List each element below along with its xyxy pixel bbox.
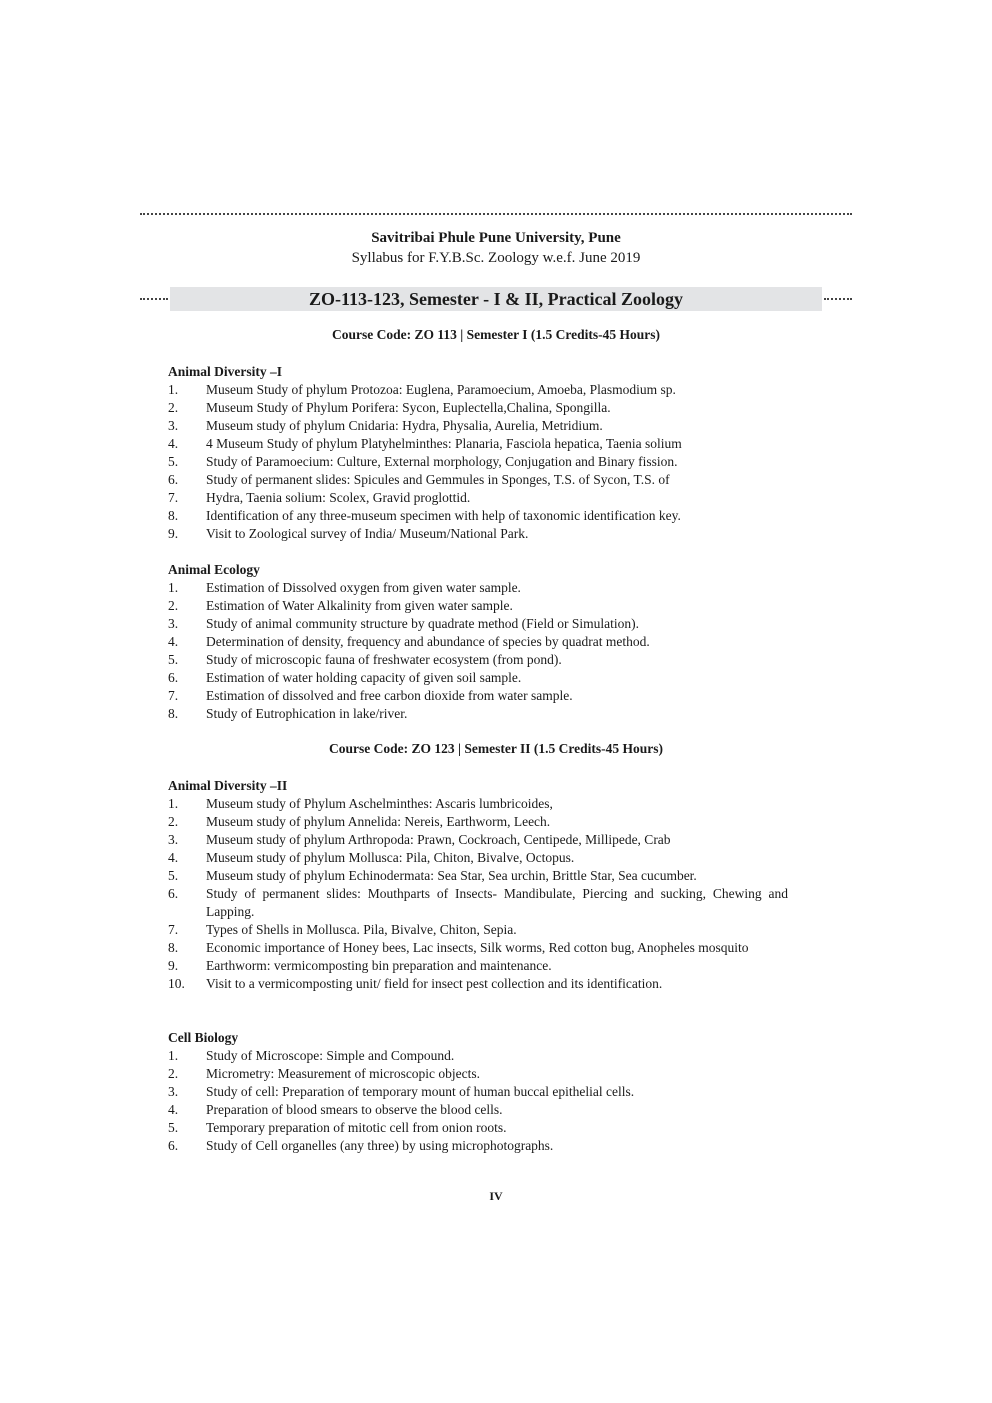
list-item-text: Temporary preparation of mitotic cell from onion roots. — [206, 1120, 507, 1135]
syllabus-line: Syllabus for F.Y.B.Sc. Zoology w.e.f. June 2019 — [351, 250, 641, 266]
list-item — [168, 1119, 788, 1137]
list-item — [168, 615, 788, 633]
list-item-text: Visit to a vermicomposting unit/ field for insect pest collection and its identification. — [206, 976, 663, 991]
list-item-text: Museum study of Phylum Aschelminthes: Ascaris lumbricoides, — [206, 796, 553, 811]
list-item — [168, 921, 788, 939]
list-item-number: 6. — [168, 670, 179, 685]
list-item — [168, 1047, 788, 1065]
list-item — [168, 651, 788, 669]
list-item-text: Earthworm: vermicomposting bin preparation and maintenance. — [206, 958, 552, 973]
list-item-number: 1. — [168, 382, 179, 397]
list-item-text: Micrometry: Measurement of microscopic objects. — [206, 1066, 481, 1081]
list-item — [168, 471, 788, 489]
list-item-number: 2. — [168, 1066, 179, 1081]
list-item-number: 5. — [168, 652, 179, 667]
section-list — [168, 579, 788, 723]
list-item-text: Study of Cell organelles (any three) by using microphotographs. — [206, 1138, 554, 1153]
list-item-text: Museum Study of Phylum Porifera: Sycon, Euplectella,Chalina, Spongilla. — [206, 400, 611, 415]
section-list — [168, 381, 788, 543]
list-item — [168, 885, 788, 921]
list-item — [168, 1065, 788, 1083]
list-item-number: 6. — [168, 1138, 179, 1153]
list-item-text: Preparation of blood smears to observe the blood cells. — [206, 1102, 503, 1117]
list-item-number: 2. — [168, 814, 179, 829]
list-item-number: 4. — [168, 634, 179, 649]
list-item-number: 2. — [168, 400, 179, 415]
list-item-number: 4. — [168, 436, 179, 451]
list-item-number: 1. — [168, 1048, 179, 1063]
list-item — [168, 939, 788, 957]
list-item-text: Study of permanent slides: Mouthparts of Insects- Mandibulate, Piercing and sucking, Chewing and Lapping. — [206, 886, 788, 919]
section-heading: Animal Diversity –I — [168, 364, 282, 379]
list-item — [168, 633, 788, 651]
list-item-text: Museum study of phylum Annelida: Nereis, Earthworm, Leech. — [206, 814, 551, 829]
list-item — [168, 849, 788, 867]
list-item — [168, 453, 788, 471]
list-item-number: 6. — [168, 886, 179, 901]
page-number: IV — [489, 1189, 503, 1203]
top-dotted-rule — [140, 213, 852, 215]
list-item-text: Visit to Zoological survey of India/ Museum/National Park. — [206, 526, 529, 541]
list-item-number: 5. — [168, 1120, 179, 1135]
list-item — [168, 867, 788, 885]
list-item-text: Museum study of phylum Cnidaria: Hydra, Physalia, Aurelia, Metridium. — [206, 418, 603, 433]
list-item-number: 4. — [168, 1102, 179, 1117]
page-title: ZO-113-123, Semester - I & II, Practical Zoology — [170, 287, 822, 311]
list-item — [168, 381, 788, 399]
list-item — [168, 597, 788, 615]
list-item-number: 8. — [168, 508, 179, 523]
list-item-number: 1. — [168, 796, 179, 811]
list-item — [168, 831, 788, 849]
list-item — [168, 489, 788, 507]
university-name: Savitribai Phule Pune University, Pune — [371, 230, 621, 246]
list-item-number: 8. — [168, 706, 179, 721]
section-list — [168, 1047, 788, 1155]
list-item-text: Study of microscopic fauna of freshwater ecosystem (from pond). — [206, 652, 562, 667]
list-item — [168, 813, 788, 831]
title-row — [140, 287, 852, 311]
list-item-text: Study of Microscope: Simple and Compound. — [206, 1048, 455, 1063]
list-item — [168, 1083, 788, 1101]
list-item-number: 6. — [168, 472, 179, 487]
list-item — [168, 1137, 788, 1155]
section-heading: Animal Diversity –II — [168, 778, 288, 793]
list-item-text: 4 Museum Study of phylum Platyhelminthes: Planaria, Fasciola hepatica, Taenia solium — [206, 436, 682, 451]
section-animal-diversity-1 — [168, 363, 788, 543]
title-dots-right — [824, 298, 852, 300]
list-item-text: Museum Study of phylum Protozoa: Euglena, Paramoecium, Amoeba, Plasmodium sp. — [206, 382, 676, 397]
list-item-text: Estimation of Water Alkalinity from given water sample. — [206, 598, 513, 613]
list-item-number: 2. — [168, 598, 179, 613]
list-item-text: Study of animal community structure by quadrate method (Field or Simulation). — [206, 616, 640, 631]
list-item-text: Study of Eutrophication in lake/river. — [206, 706, 408, 721]
list-item-number: 9. — [168, 526, 179, 541]
list-item-text: Museum study of phylum Arthropoda: Prawn, Cockroach, Centipede, Millipede, Crab — [206, 832, 671, 847]
list-item-number: 10. — [168, 976, 185, 991]
list-item — [168, 669, 788, 687]
list-item — [168, 417, 788, 435]
list-item — [168, 705, 788, 723]
list-item — [168, 975, 788, 993]
list-item-text: Identification of any three-museum specimen with help of taxonomic identification key. — [206, 508, 681, 523]
list-item-text: Hydra, Taenia solium: Scolex, Gravid proglottid. — [206, 490, 471, 505]
section-cell-biology — [168, 1029, 788, 1155]
list-item — [168, 795, 788, 813]
list-item-text: Determination of density, frequency and abundance of species by quadrat method. — [206, 634, 650, 649]
list-item-number: 7. — [168, 490, 179, 505]
list-item-text: Economic importance of Honey bees, Lac insects, Silk worms, Red cotton bug, Anopheles mosquito — [206, 940, 749, 955]
list-item — [168, 687, 788, 705]
list-item — [168, 957, 788, 975]
list-item-number: 7. — [168, 922, 179, 937]
section-animal-ecology — [168, 561, 788, 723]
list-item — [168, 507, 788, 525]
list-item — [168, 525, 788, 543]
list-item-number: 3. — [168, 832, 179, 847]
list-item-text: Study of cell: Preparation of temporary mount of human buccal epithelial cells. — [206, 1084, 635, 1099]
list-item — [168, 1101, 788, 1119]
section-heading: Cell Biology — [168, 1030, 239, 1045]
list-item — [168, 435, 788, 453]
list-item-number: 7. — [168, 688, 179, 703]
section-animal-diversity-2 — [168, 777, 788, 993]
list-item-text: Estimation of dissolved and free carbon dioxide from water sample. — [206, 688, 573, 703]
list-item-number: 3. — [168, 418, 179, 433]
list-item-number: 5. — [168, 868, 179, 883]
course-code-semester-1: Course Code: ZO 113 | Semester I (1.5 Credits-45 Hours) — [332, 327, 660, 342]
section-heading: Animal Ecology — [168, 562, 260, 577]
list-item-text: Estimation of water holding capacity of given soil sample. — [206, 670, 522, 685]
list-item — [168, 399, 788, 417]
list-item-number: 9. — [168, 958, 179, 973]
list-item-number: 8. — [168, 940, 179, 955]
list-item-text: Museum study of phylum Mollusca: Pila, Chiton, Bivalve, Octopus. — [206, 850, 575, 865]
list-item — [168, 579, 788, 597]
list-item-number: 3. — [168, 1084, 179, 1099]
list-item-number: 5. — [168, 454, 179, 469]
list-item-text: Types of Shells in Mollusca. Pila, Bivalve, Chiton, Sepia. — [206, 922, 517, 937]
section-list — [168, 795, 788, 993]
list-item-number: 3. — [168, 616, 179, 631]
list-item-text: Study of Paramoecium: Culture, External morphology, Conjugation and Binary fission. — [206, 454, 678, 469]
list-item-text: Study of permanent slides: Spicules and Gemmules in Sponges, T.S. of Sycon, T.S. of — [206, 472, 670, 487]
list-item-number: 4. — [168, 850, 179, 865]
list-item-text: Estimation of Dissolved oxygen from given water sample. — [206, 580, 521, 595]
list-item-text: Museum study of phylum Echinodermata: Sea Star, Sea urchin, Brittle Star, Sea cucumber. — [206, 868, 697, 883]
title-dots-left — [140, 298, 168, 300]
course-code-semester-2: Course Code: ZO 123 | Semester II (1.5 Credits-45 Hours) — [329, 741, 663, 756]
list-item-number: 1. — [168, 580, 179, 595]
